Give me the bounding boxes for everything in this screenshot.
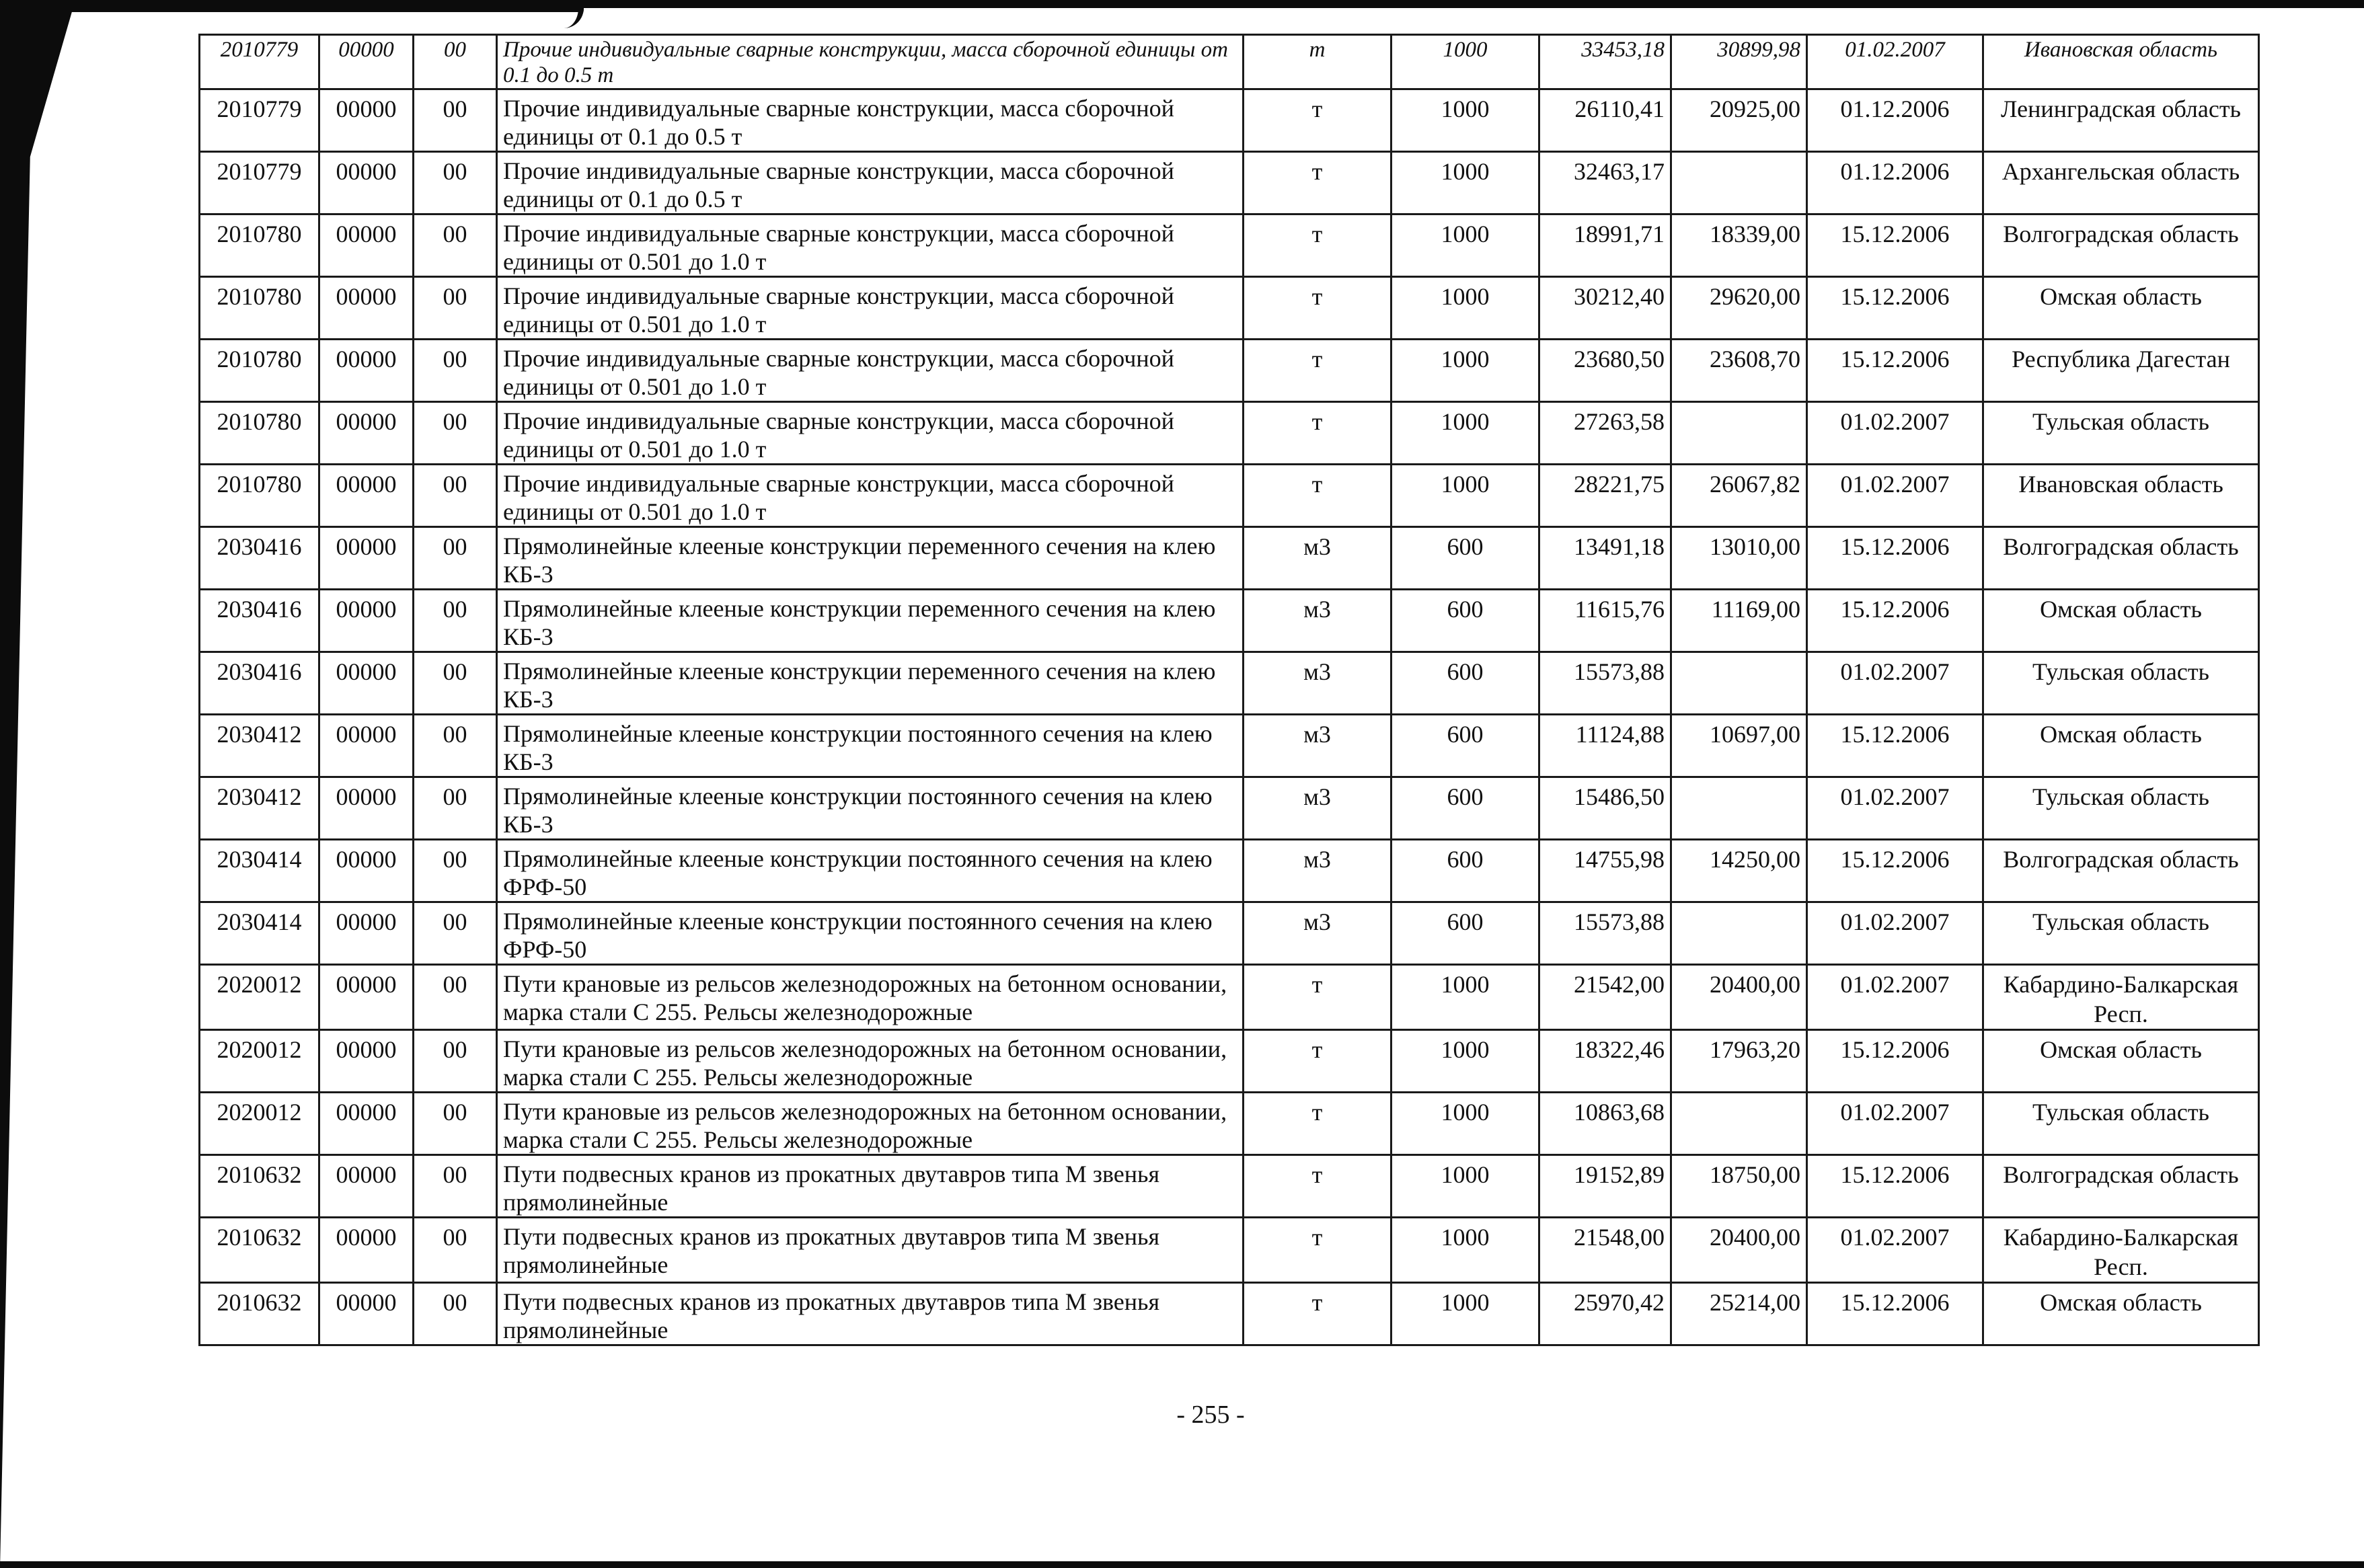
region-name-cell: Волгоградская область: [1983, 840, 2259, 902]
region-name-cell: Тульская область: [1983, 652, 2259, 715]
price-without-vat-cell: 17963,20: [1671, 1030, 1807, 1093]
item-code-cell: 2030414: [200, 840, 319, 902]
suffix-code-cell: 00: [414, 965, 497, 1030]
sub-code-cell: 00000: [319, 902, 414, 965]
sub-code-cell: 00000: [319, 402, 414, 465]
item-description-cell: Прочие индивидуальные сварные конструкции, масса сборочной единицы от 0.501 до 1.0 т: [497, 340, 1244, 402]
unit-of-measure-cell: т: [1244, 214, 1391, 277]
item-code-cell: 2030412: [200, 777, 319, 840]
region-name-cell: Кабардино-Балкарская Респ.: [1983, 1218, 2259, 1283]
suffix-code-cell: 00: [414, 1093, 497, 1155]
price-with-vat-cell: 32463,17: [1539, 152, 1671, 214]
region-name-cell: Архангельская область: [1983, 152, 2259, 214]
table-row: [200, 840, 2259, 902]
unit-of-measure-cell: т: [1244, 277, 1391, 340]
unit-of-measure-cell: т: [1244, 1283, 1391, 1345]
quantity-cell: 1000: [1391, 402, 1539, 465]
price-date-cell: 15.12.2006: [1807, 277, 1983, 340]
price-with-vat-cell: 14755,98: [1539, 840, 1671, 902]
price-without-vat-cell: [1671, 652, 1807, 715]
price-without-vat-cell: 25214,00: [1671, 1283, 1807, 1345]
unit-of-measure-cell: м3: [1244, 652, 1391, 715]
unit-of-measure-cell: м3: [1244, 902, 1391, 965]
item-code-cell: 2010779: [200, 152, 319, 214]
price-date-cell: 01.12.2006: [1807, 152, 1983, 214]
price-date-cell: 01.02.2007: [1807, 965, 1983, 1030]
item-description-cell: Прочие индивидуальные сварные конструкции, масса сборочной единицы от 0.1 до 0.5 т: [497, 89, 1244, 152]
table-row: [200, 652, 2259, 715]
unit-of-measure-cell: т: [1244, 402, 1391, 465]
region-name-cell: Тульская область: [1983, 777, 2259, 840]
quantity-cell: 1000: [1391, 277, 1539, 340]
item-description-cell: Пути крановые из рельсов железнодорожных на бетонном основании, марка стали С 255. Рельсы железнодорожные: [497, 1030, 1244, 1093]
item-code-cell: 2030416: [200, 527, 319, 590]
unit-of-measure-cell: т: [1244, 1030, 1391, 1093]
price-date-cell: 15.12.2006: [1807, 527, 1983, 590]
price-date-cell: 15.12.2006: [1807, 590, 1983, 652]
price-table: [198, 34, 2260, 1346]
quantity-cell: 1000: [1391, 465, 1539, 527]
price-date-cell: 01.02.2007: [1807, 777, 1983, 840]
unit-of-measure-cell: т: [1244, 152, 1391, 214]
price-with-vat-cell: 11124,88: [1539, 715, 1671, 777]
region-name-cell: Омская область: [1983, 715, 2259, 777]
unit-of-measure-cell: т: [1244, 1218, 1391, 1283]
sub-code-cell: 00000: [319, 1218, 414, 1283]
price-without-vat-cell: 29620,00: [1671, 277, 1807, 340]
scan-edge-notch: [0, 8, 584, 28]
price-with-vat-cell: 10863,68: [1539, 1093, 1671, 1155]
item-description-cell: Прямолинейные клееные конструкции переменного сечения на клею КБ-3: [497, 652, 1244, 715]
price-without-vat-cell: 20400,00: [1671, 1218, 1807, 1283]
sub-code-cell: 00000: [319, 152, 414, 214]
region-name-cell: Кабардино-Балкарская Респ.: [1983, 965, 2259, 1030]
table-row: [200, 277, 2259, 340]
quantity-cell: 600: [1391, 777, 1539, 840]
price-date-cell: 01.02.2007: [1807, 1218, 1983, 1283]
sub-code-cell: 00000: [319, 1030, 414, 1093]
price-date-cell: 01.02.2007: [1807, 1093, 1983, 1155]
item-description-cell: Прямолинейные клееные конструкции постоянного сечения на клею ФРФ-50: [497, 840, 1244, 902]
item-code-cell: 2010780: [200, 402, 319, 465]
price-with-vat-cell: 23680,50: [1539, 340, 1671, 402]
item-code-cell: 2010780: [200, 277, 319, 340]
table-row: [200, 1155, 2259, 1218]
table-row: [200, 1093, 2259, 1155]
suffix-code-cell: 00: [414, 402, 497, 465]
price-with-vat-cell: 15486,50: [1539, 777, 1671, 840]
item-description-cell: Прочие индивидуальные сварные конструкции, масса сборочной единицы от 0.1 до 0.5 т: [497, 152, 1244, 214]
price-without-vat-cell: 14250,00: [1671, 840, 1807, 902]
price-without-vat-cell: 18750,00: [1671, 1155, 1807, 1218]
item-code-cell: 2020012: [200, 1093, 319, 1155]
quantity-cell: 1000: [1391, 214, 1539, 277]
item-code-cell: 2010779: [200, 35, 319, 89]
price-with-vat-cell: 15573,88: [1539, 652, 1671, 715]
quantity-cell: 1000: [1391, 1093, 1539, 1155]
sub-code-cell: 00000: [319, 840, 414, 902]
price-date-cell: 01.02.2007: [1807, 35, 1983, 89]
suffix-code-cell: 00: [414, 777, 497, 840]
price-with-vat-cell: 26110,41: [1539, 89, 1671, 152]
unit-of-measure-cell: т: [1244, 1093, 1391, 1155]
quantity-cell: 1000: [1391, 1283, 1539, 1345]
sub-code-cell: 00000: [319, 465, 414, 527]
price-date-cell: 01.02.2007: [1807, 902, 1983, 965]
price-date-cell: 01.12.2006: [1807, 89, 1983, 152]
price-without-vat-cell: 30899,98: [1671, 35, 1807, 89]
region-name-cell: Ленинградская область: [1983, 89, 2259, 152]
price-without-vat-cell: 13010,00: [1671, 527, 1807, 590]
unit-of-measure-cell: т: [1244, 1155, 1391, 1218]
item-description-cell: Пути крановые из рельсов железнодорожных на бетонном основании, марка стали С 255. Рельсы железнодорожные: [497, 1093, 1244, 1155]
table-row: [200, 1283, 2259, 1345]
suffix-code-cell: 00: [414, 840, 497, 902]
item-description-cell: Прочие индивидуальные сварные конструкции, масса сборочной единицы от 0.501 до 1.0 т: [497, 465, 1244, 527]
item-code-cell: 2020012: [200, 965, 319, 1030]
price-without-vat-cell: 20400,00: [1671, 965, 1807, 1030]
item-description-cell: Прямолинейные клееные конструкции постоянного сечения на клею КБ-3: [497, 715, 1244, 777]
item-description-cell: Пути подвесных кранов из прокатных двутавров типа М звенья прямолинейные: [497, 1283, 1244, 1345]
price-date-cell: 15.12.2006: [1807, 715, 1983, 777]
sub-code-cell: 00000: [319, 715, 414, 777]
price-without-vat-cell: 11169,00: [1671, 590, 1807, 652]
price-with-vat-cell: 19152,89: [1539, 1155, 1671, 1218]
sub-code-cell: 00000: [319, 777, 414, 840]
suffix-code-cell: 00: [414, 89, 497, 152]
table-row: [200, 340, 2259, 402]
table-row: [200, 35, 2259, 89]
sub-code-cell: 00000: [319, 277, 414, 340]
price-with-vat-cell: 21548,00: [1539, 1218, 1671, 1283]
item-code-cell: 2010780: [200, 465, 319, 527]
price-with-vat-cell: 11615,76: [1539, 590, 1671, 652]
suffix-code-cell: 00: [414, 590, 497, 652]
suffix-code-cell: 00: [414, 277, 497, 340]
suffix-code-cell: 00: [414, 1283, 497, 1345]
item-code-cell: 2030416: [200, 590, 319, 652]
unit-of-measure-cell: м3: [1244, 590, 1391, 652]
table-row: [200, 1030, 2259, 1093]
quantity-cell: 1000: [1391, 1030, 1539, 1093]
quantity-cell: 1000: [1391, 1218, 1539, 1283]
table-row: [200, 715, 2259, 777]
item-code-cell: 2010632: [200, 1218, 319, 1283]
scan-edge-top: [0, 0, 2364, 8]
item-code-cell: 2020012: [200, 1030, 319, 1093]
price-without-vat-cell: 18339,00: [1671, 214, 1807, 277]
region-name-cell: Тульская область: [1983, 1093, 2259, 1155]
table-row: [200, 214, 2259, 277]
price-without-vat-cell: 23608,70: [1671, 340, 1807, 402]
suffix-code-cell: 00: [414, 902, 497, 965]
item-description-cell: Прочие индивидуальные сварные конструкции, масса сборочной единицы от 0.1 до 0.5 т: [497, 35, 1244, 89]
item-code-cell: 2010632: [200, 1283, 319, 1345]
suffix-code-cell: 00: [414, 340, 497, 402]
price-with-vat-cell: 33453,18: [1539, 35, 1671, 89]
item-description-cell: Пути подвесных кранов из прокатных двутавров типа М звенья прямолинейные: [497, 1218, 1244, 1283]
price-without-vat-cell: 26067,82: [1671, 465, 1807, 527]
quantity-cell: 1000: [1391, 1155, 1539, 1218]
unit-of-measure-cell: т: [1244, 89, 1391, 152]
price-with-vat-cell: 18991,71: [1539, 214, 1671, 277]
sub-code-cell: 00000: [319, 527, 414, 590]
sub-code-cell: 00000: [319, 1155, 414, 1218]
price-with-vat-cell: 28221,75: [1539, 465, 1671, 527]
region-name-cell: Волгоградская область: [1983, 214, 2259, 277]
unit-of-measure-cell: м3: [1244, 715, 1391, 777]
quantity-cell: 1000: [1391, 340, 1539, 402]
item-description-cell: Прочие индивидуальные сварные конструкции, масса сборочной единицы от 0.501 до 1.0 т: [497, 277, 1244, 340]
sub-code-cell: 00000: [319, 590, 414, 652]
sub-code-cell: 00000: [319, 89, 414, 152]
quantity-cell: 600: [1391, 652, 1539, 715]
sub-code-cell: 00000: [319, 35, 414, 89]
page-number: - 255 -: [1176, 1401, 1245, 1429]
region-name-cell: Волгоградская область: [1983, 1155, 2259, 1218]
quantity-cell: 1000: [1391, 35, 1539, 89]
item-code-cell: 2010632: [200, 1155, 319, 1218]
table-row: [200, 89, 2259, 152]
quantity-cell: 1000: [1391, 152, 1539, 214]
price-without-vat-cell: 20925,00: [1671, 89, 1807, 152]
quantity-cell: 1000: [1391, 965, 1539, 1030]
table-row: [200, 1218, 2259, 1283]
quantity-cell: 600: [1391, 527, 1539, 590]
item-description-cell: Прямолинейные клееные конструкции постоянного сечения на клею КБ-3: [497, 777, 1244, 840]
region-name-cell: Омская область: [1983, 1283, 2259, 1345]
table-row: [200, 465, 2259, 527]
scan-edge-left: [0, 0, 75, 1568]
sub-code-cell: 00000: [319, 340, 414, 402]
suffix-code-cell: 00: [414, 1155, 497, 1218]
region-name-cell: Омская область: [1983, 590, 2259, 652]
table-row: [200, 527, 2259, 590]
item-description-cell: Пути крановые из рельсов железнодорожных на бетонном основании, марка стали С 255. Рельсы железнодорожные: [497, 965, 1244, 1030]
price-with-vat-cell: 27263,58: [1539, 402, 1671, 465]
price-with-vat-cell: 25970,42: [1539, 1283, 1671, 1345]
price-date-cell: 15.12.2006: [1807, 1283, 1983, 1345]
price-with-vat-cell: 15573,88: [1539, 902, 1671, 965]
suffix-code-cell: 00: [414, 1218, 497, 1283]
price-without-vat-cell: [1671, 902, 1807, 965]
region-name-cell: Республика Дагестан: [1983, 340, 2259, 402]
price-without-vat-cell: [1671, 777, 1807, 840]
price-table-body: [200, 35, 2259, 1345]
price-date-cell: 15.12.2006: [1807, 840, 1983, 902]
table-row: [200, 777, 2259, 840]
region-name-cell: Ивановская область: [1983, 35, 2259, 89]
price-without-vat-cell: 10697,00: [1671, 715, 1807, 777]
price-without-vat-cell: [1671, 1093, 1807, 1155]
quantity-cell: 600: [1391, 840, 1539, 902]
unit-of-measure-cell: м3: [1244, 527, 1391, 590]
suffix-code-cell: 00: [414, 527, 497, 590]
unit-of-measure-cell: т: [1244, 965, 1391, 1030]
region-name-cell: Омская область: [1983, 277, 2259, 340]
item-description-cell: Прямолинейные клееные конструкции переменного сечения на клею КБ-3: [497, 590, 1244, 652]
region-name-cell: Волгоградская область: [1983, 527, 2259, 590]
table-row: [200, 590, 2259, 652]
item-description-cell: Прочие индивидуальные сварные конструкции, масса сборочной единицы от 0.501 до 1.0 т: [497, 402, 1244, 465]
price-with-vat-cell: 21542,00: [1539, 965, 1671, 1030]
suffix-code-cell: 00: [414, 715, 497, 777]
table-row: [200, 965, 2259, 1030]
quantity-cell: 600: [1391, 902, 1539, 965]
sub-code-cell: 00000: [319, 652, 414, 715]
item-description-cell: Прямолинейные клееные конструкции переменного сечения на клею КБ-3: [497, 527, 1244, 590]
price-with-vat-cell: 18322,46: [1539, 1030, 1671, 1093]
unit-of-measure-cell: м3: [1244, 840, 1391, 902]
suffix-code-cell: 00: [414, 152, 497, 214]
unit-of-measure-cell: м3: [1244, 777, 1391, 840]
item-code-cell: 2030414: [200, 902, 319, 965]
item-code-cell: 2010779: [200, 89, 319, 152]
suffix-code-cell: 00: [414, 652, 497, 715]
item-description-cell: Пути подвесных кранов из прокатных двутавров типа М звенья прямолинейные: [497, 1155, 1244, 1218]
region-name-cell: Тульская область: [1983, 402, 2259, 465]
unit-of-measure-cell: т: [1244, 340, 1391, 402]
unit-of-measure-cell: т: [1244, 465, 1391, 527]
sub-code-cell: 00000: [319, 214, 414, 277]
scan-edge-bottom: [0, 1561, 2364, 1568]
price-date-cell: 01.02.2007: [1807, 465, 1983, 527]
quantity-cell: 600: [1391, 715, 1539, 777]
price-date-cell: 15.12.2006: [1807, 214, 1983, 277]
price-date-cell: 15.12.2006: [1807, 1030, 1983, 1093]
suffix-code-cell: 00: [414, 465, 497, 527]
quantity-cell: 1000: [1391, 89, 1539, 152]
sub-code-cell: 00000: [319, 1093, 414, 1155]
price-with-vat-cell: 13491,18: [1539, 527, 1671, 590]
item-code-cell: 2010780: [200, 214, 319, 277]
price-date-cell: 15.12.2006: [1807, 1155, 1983, 1218]
price-with-vat-cell: 30212,40: [1539, 277, 1671, 340]
table-row: [200, 402, 2259, 465]
suffix-code-cell: 00: [414, 1030, 497, 1093]
item-description-cell: Прочие индивидуальные сварные конструкции, масса сборочной единицы от 0.501 до 1.0 т: [497, 214, 1244, 277]
unit-of-measure-cell: т: [1244, 35, 1391, 89]
sub-code-cell: 00000: [319, 965, 414, 1030]
item-code-cell: 2030416: [200, 652, 319, 715]
price-without-vat-cell: [1671, 402, 1807, 465]
region-name-cell: Тульская область: [1983, 902, 2259, 965]
suffix-code-cell: 00: [414, 214, 497, 277]
table-row: [200, 902, 2259, 965]
quantity-cell: 600: [1391, 590, 1539, 652]
price-date-cell: 01.02.2007: [1807, 402, 1983, 465]
item-code-cell: 2030412: [200, 715, 319, 777]
price-date-cell: 01.02.2007: [1807, 652, 1983, 715]
table-row: [200, 152, 2259, 214]
item-code-cell: 2010780: [200, 340, 319, 402]
region-name-cell: Ивановская область: [1983, 465, 2259, 527]
region-name-cell: Омская область: [1983, 1030, 2259, 1093]
price-date-cell: 15.12.2006: [1807, 340, 1983, 402]
sub-code-cell: 00000: [319, 1283, 414, 1345]
item-description-cell: Прямолинейные клееные конструкции постоянного сечения на клею ФРФ-50: [497, 902, 1244, 965]
price-without-vat-cell: [1671, 152, 1807, 214]
suffix-code-cell: 00: [414, 35, 497, 89]
